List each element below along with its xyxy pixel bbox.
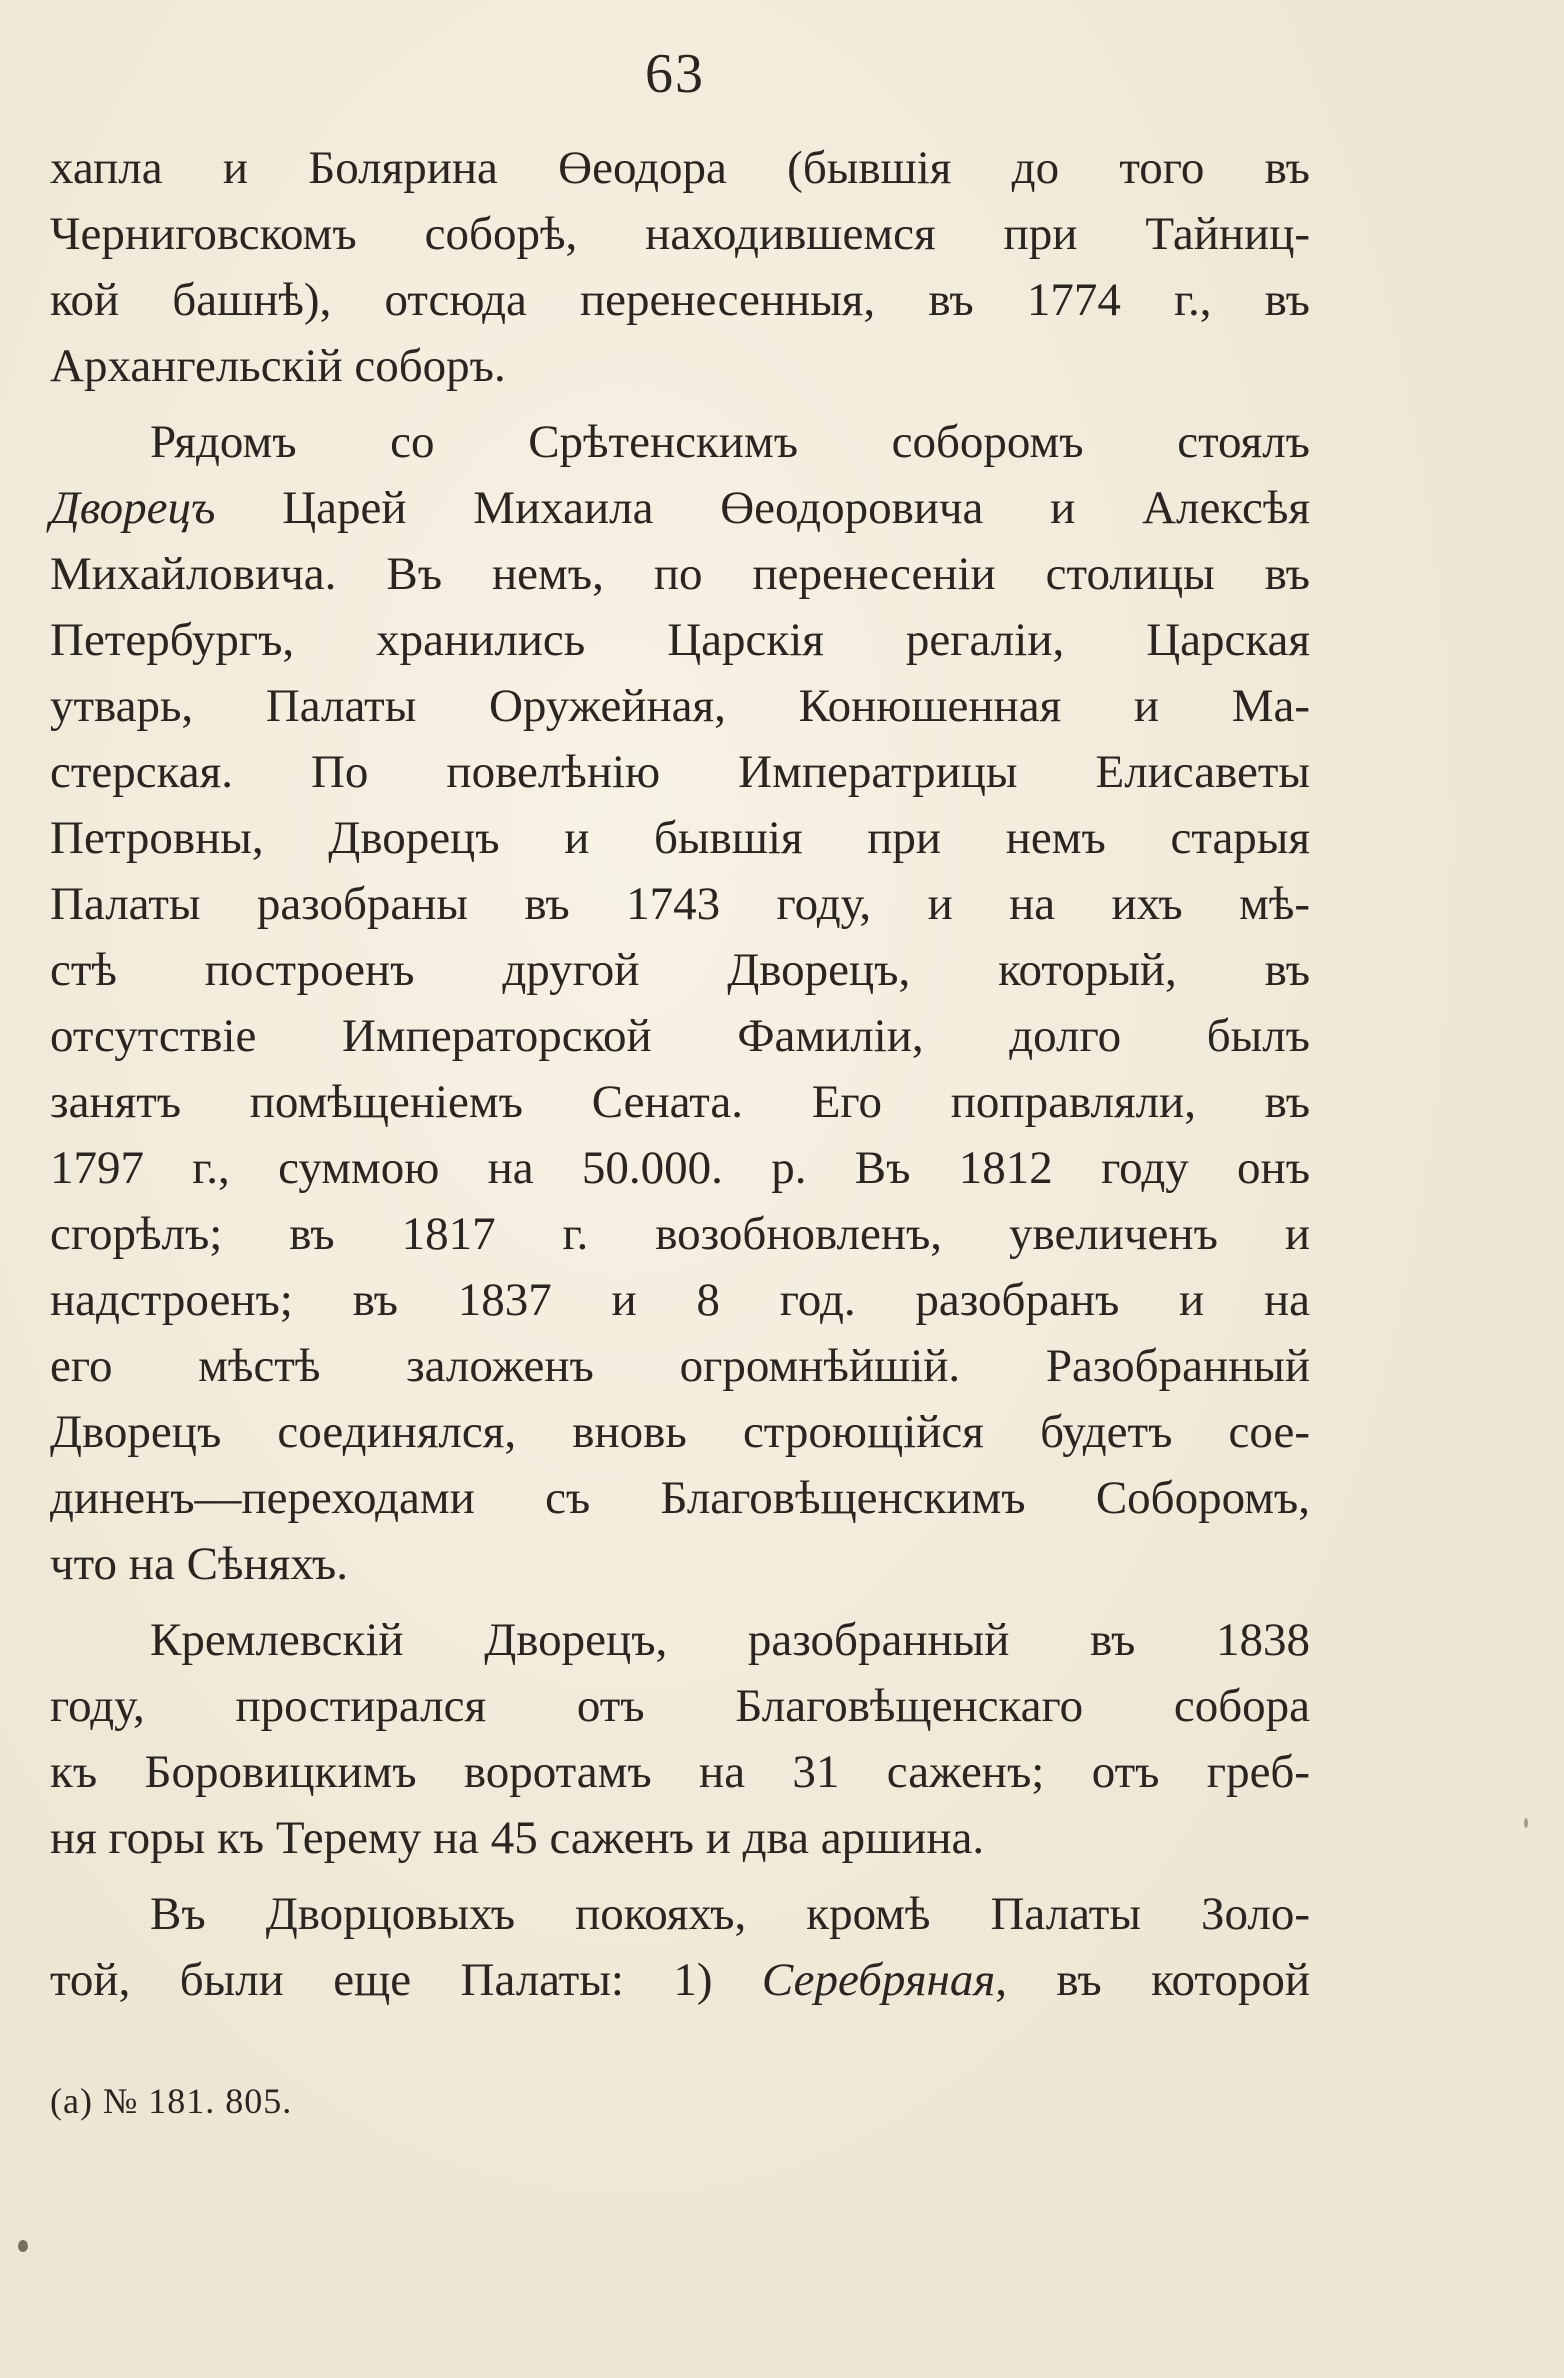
text-line-with-italic — [50, 1947, 1310, 2013]
text-line: Петербургъ, хранились Царскія регаліи, Царская — [50, 614, 1310, 666]
text-line: Михайловича. Въ немъ, по перенесеніи столицы въ — [50, 548, 1310, 600]
text-line: хапла и Болярина Өеодора (бывшія до того въ — [50, 142, 1310, 194]
text-line: диненъ—переходами съ Благовѣщенскимъ Соборомъ, — [50, 1472, 1310, 1524]
text-line: что на Сѣняхъ. — [50, 1538, 348, 1590]
footnote: (а) № 181. 805. — [50, 2081, 293, 2121]
text-line: отсутствіе Императорской Фамиліи, долго былъ — [50, 1010, 1310, 1062]
text-segment: , въ которой — [995, 1954, 1310, 2006]
paper-speck — [1524, 1818, 1528, 1828]
text-segment: той, были еще Палаты: 1) — [50, 1954, 762, 2006]
paragraph-4 — [50, 1881, 1310, 2013]
text-line: году, простирался отъ Благовѣщенскаго собора — [50, 1680, 1310, 1732]
paper-speck — [18, 2240, 28, 2252]
text-line: Рядомъ со Срѣтенскимъ соборомъ стоялъ — [150, 416, 1310, 468]
text-line: занятъ помѣщеніемъ Сената. Его поправляли, въ — [50, 1076, 1310, 1128]
text-line-with-italic — [50, 475, 1310, 541]
page-number: 63 — [645, 43, 705, 105]
text-line: стерская. По повелѣнію Императрицы Елисаветы — [50, 746, 1310, 798]
body-text — [50, 135, 1310, 2013]
text-line: Дворецъ соединялся, вновь строющійся будетъ сое- — [50, 1406, 1310, 1458]
text-line: Архангельскій соборъ. — [50, 340, 506, 392]
text-line: сгорѣлъ; въ 1817 г. возобновленъ, увеличенъ и — [50, 1208, 1310, 1260]
italic-word: Серебряная — [761, 1954, 996, 2006]
text-line: утварь, Палаты Оружейная, Конюшенная и Ма- — [50, 680, 1310, 732]
text-line: надстроенъ; въ 1837 и 8 год. разобранъ и на — [50, 1274, 1310, 1326]
paragraph-2 — [50, 409, 1310, 1597]
text-line: Черниговскомъ соборѣ, находившемся при Тайниц- — [50, 208, 1310, 260]
paragraph-1 — [50, 135, 1310, 399]
text-line: Въ Дворцовыхъ покояхъ, кромѣ Палаты Золо- — [150, 1888, 1310, 1940]
text-line: кой башнѣ), отсюда перенесенныя, въ 1774 г., въ — [50, 274, 1310, 326]
italic-word: Дворецъ — [50, 482, 216, 534]
text-line: ня горы къ Терему на 45 саженъ и два аршина. — [50, 1812, 985, 1864]
text-line: Петровны, Дворецъ и бывшія при немъ старыя — [50, 812, 1310, 864]
text-line: Палаты разобраны въ 1743 году, и на ихъ мѣ- — [50, 878, 1310, 930]
text-segment: Царей Михаила Өеодоровича и Алексѣя — [282, 482, 1310, 534]
text-line: 1797 г., суммою на 50.000. р. Въ 1812 году онъ — [50, 1142, 1310, 1194]
text-line: къ Боровицкимъ воротамъ на 31 саженъ; отъ греб- — [50, 1746, 1310, 1798]
paragraph-3 — [50, 1607, 1310, 1871]
text-line: стѣ построенъ другой Дворецъ, который, въ — [50, 944, 1310, 996]
text-line: Кремлевскій Дворецъ, разобранный въ 1838 — [150, 1614, 1310, 1666]
text-line: его мѣстѣ заложенъ огромнѣйшій. Разобранный — [50, 1340, 1310, 1392]
